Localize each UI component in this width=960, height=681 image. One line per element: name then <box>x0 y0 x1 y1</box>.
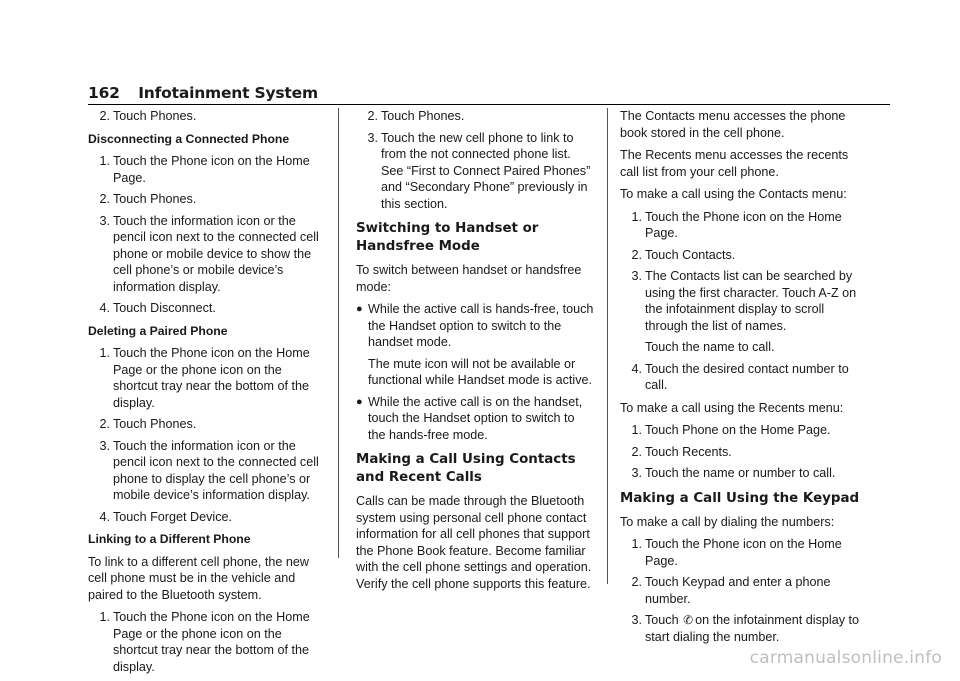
list-item: 3. Touch the name or number to call. <box>631 466 836 480</box>
column-1 <box>88 108 324 681</box>
list-item: 4. Touch Forget Device. <box>99 509 232 524</box>
recents-menu-desc: The Recents menu accesses the recents call list from your cell phone. <box>620 148 849 179</box>
delete-steps <box>88 345 324 525</box>
list-item: 1. Touch the Phone icon on the Home Page. <box>99 154 310 185</box>
list-item: 3. Touch the information icon or the pencil icon next to the connected cell phone to display the cell phone’s or mobile device’s information display. <box>99 438 319 502</box>
keypad-intro: To make a call by dialing the numbers: <box>620 514 835 529</box>
list-item: 2. Touch Phones. <box>99 109 197 123</box>
contacts-call-steps <box>620 209 870 394</box>
carryover-steps <box>88 108 324 125</box>
disconnect-steps <box>88 153 324 317</box>
recents-call-intro: To make a call using the Recents menu: <box>620 400 844 415</box>
column-3 <box>620 108 870 651</box>
handset-intro: To switch between handset or handsfree mode: <box>356 263 582 294</box>
page-number: 162 <box>88 84 120 102</box>
list-item: 3. Touch the information icon or the pencil icon next to the connected cell phone or mobile device to show the cell phone’s or mobile device’s information display. <box>99 213 319 294</box>
list-item: 2. Touch Contacts. <box>631 247 736 262</box>
list-item: 2. Touch Phones. <box>99 417 197 431</box>
recents-call-steps <box>620 422 870 482</box>
list-item: 1. Touch the Phone icon on the Home Page or the phone icon on the shortcut tray near the bottom of the display. <box>99 610 310 674</box>
list-item: 4. Touch Disconnect. <box>99 301 216 315</box>
watermark: carmanualsonline.info <box>749 648 942 668</box>
list-item: 2. Touch Recents. <box>631 444 732 459</box>
list-item: 1. Touch the Phone icon on the Home Page. <box>631 209 842 240</box>
link-steps-continued <box>356 108 594 212</box>
disconnect-heading: Disconnecting a Connected Phone <box>88 131 290 146</box>
list-item: ● While the active call is on the handset, touch the Handset option to switch to the hands-free mode. <box>356 394 583 442</box>
column-divider <box>338 108 339 558</box>
list-item: 1. Touch Phone on the Home Page. <box>631 423 831 437</box>
list-item: 3. The Contacts list can be searched by using the first character. Touch A-Z on the infotainment display to scroll through the list of names. Touch the name to call. <box>631 269 857 354</box>
link-steps <box>88 609 324 675</box>
list-item: 4. Touch the desired contact number to call. <box>631 361 849 392</box>
phone-call-icon: ✆ <box>683 613 694 627</box>
link-heading: Linking to a Different Phone <box>88 532 251 546</box>
list-item: 1. Touch the Phone icon on the Home Page. <box>631 537 842 568</box>
handset-section-title: Switching to Handset or Handsfree Mode <box>356 221 539 254</box>
list-item: 3. Touch ✆ on the infotainment display to start dialing the number. <box>631 613 859 644</box>
page-header <box>88 84 890 103</box>
column-2 <box>356 108 594 598</box>
bullet-icon: ● <box>356 395 363 408</box>
contacts-recent-intro: Calls can be made through the Bluetooth system using personal cell phone contact information for all cell phones that support the Phone Book feature. Become familiar with the cell phone settings and operation. Verify the cell phone supports this feature. <box>356 494 592 591</box>
contacts-menu-desc: The Contacts menu accesses the phone book stored in the cell phone. <box>620 109 846 140</box>
column-divider <box>607 108 608 584</box>
bullet-icon: ● <box>356 303 363 315</box>
contacts-call-intro: To make a call using the Contacts menu: <box>620 187 847 201</box>
list-item: 1. Touch the Phone icon on the Home Page or the phone icon on the shortcut tray near the bottom of the display. <box>99 346 310 410</box>
handset-bullets <box>356 301 594 443</box>
list-item: 2. Touch Phones. <box>99 192 197 206</box>
list-item: 2. Touch Phones. <box>367 109 465 123</box>
delete-heading: Deleting a Paired Phone <box>88 323 228 338</box>
link-intro: To link to a different cell phone, the new cell phone must be in the vehicle and paired to the Bluetooth system. <box>88 554 309 602</box>
keypad-section-title: Making a Call Using the Keypad <box>620 490 860 506</box>
keypad-steps <box>620 536 870 645</box>
contacts-recent-section-title: Making a Call Using Contacts and Recent Calls <box>356 452 576 485</box>
list-item: 2. Touch Keypad and enter a phone number. <box>631 575 831 606</box>
list-item: 3. Touch the new cell phone to link to from the not connected phone list. See “First to Connect Paired Phones” and “Secondary Phone” previously in this section. <box>367 130 591 211</box>
section-title: Infotainment System <box>138 84 318 102</box>
header-rule <box>88 104 890 105</box>
list-item: ● While the active call is hands-free, touch the Handset option to switch to the handset mode. The mute icon will not be available or functional while Handset mode is active. <box>356 302 594 387</box>
